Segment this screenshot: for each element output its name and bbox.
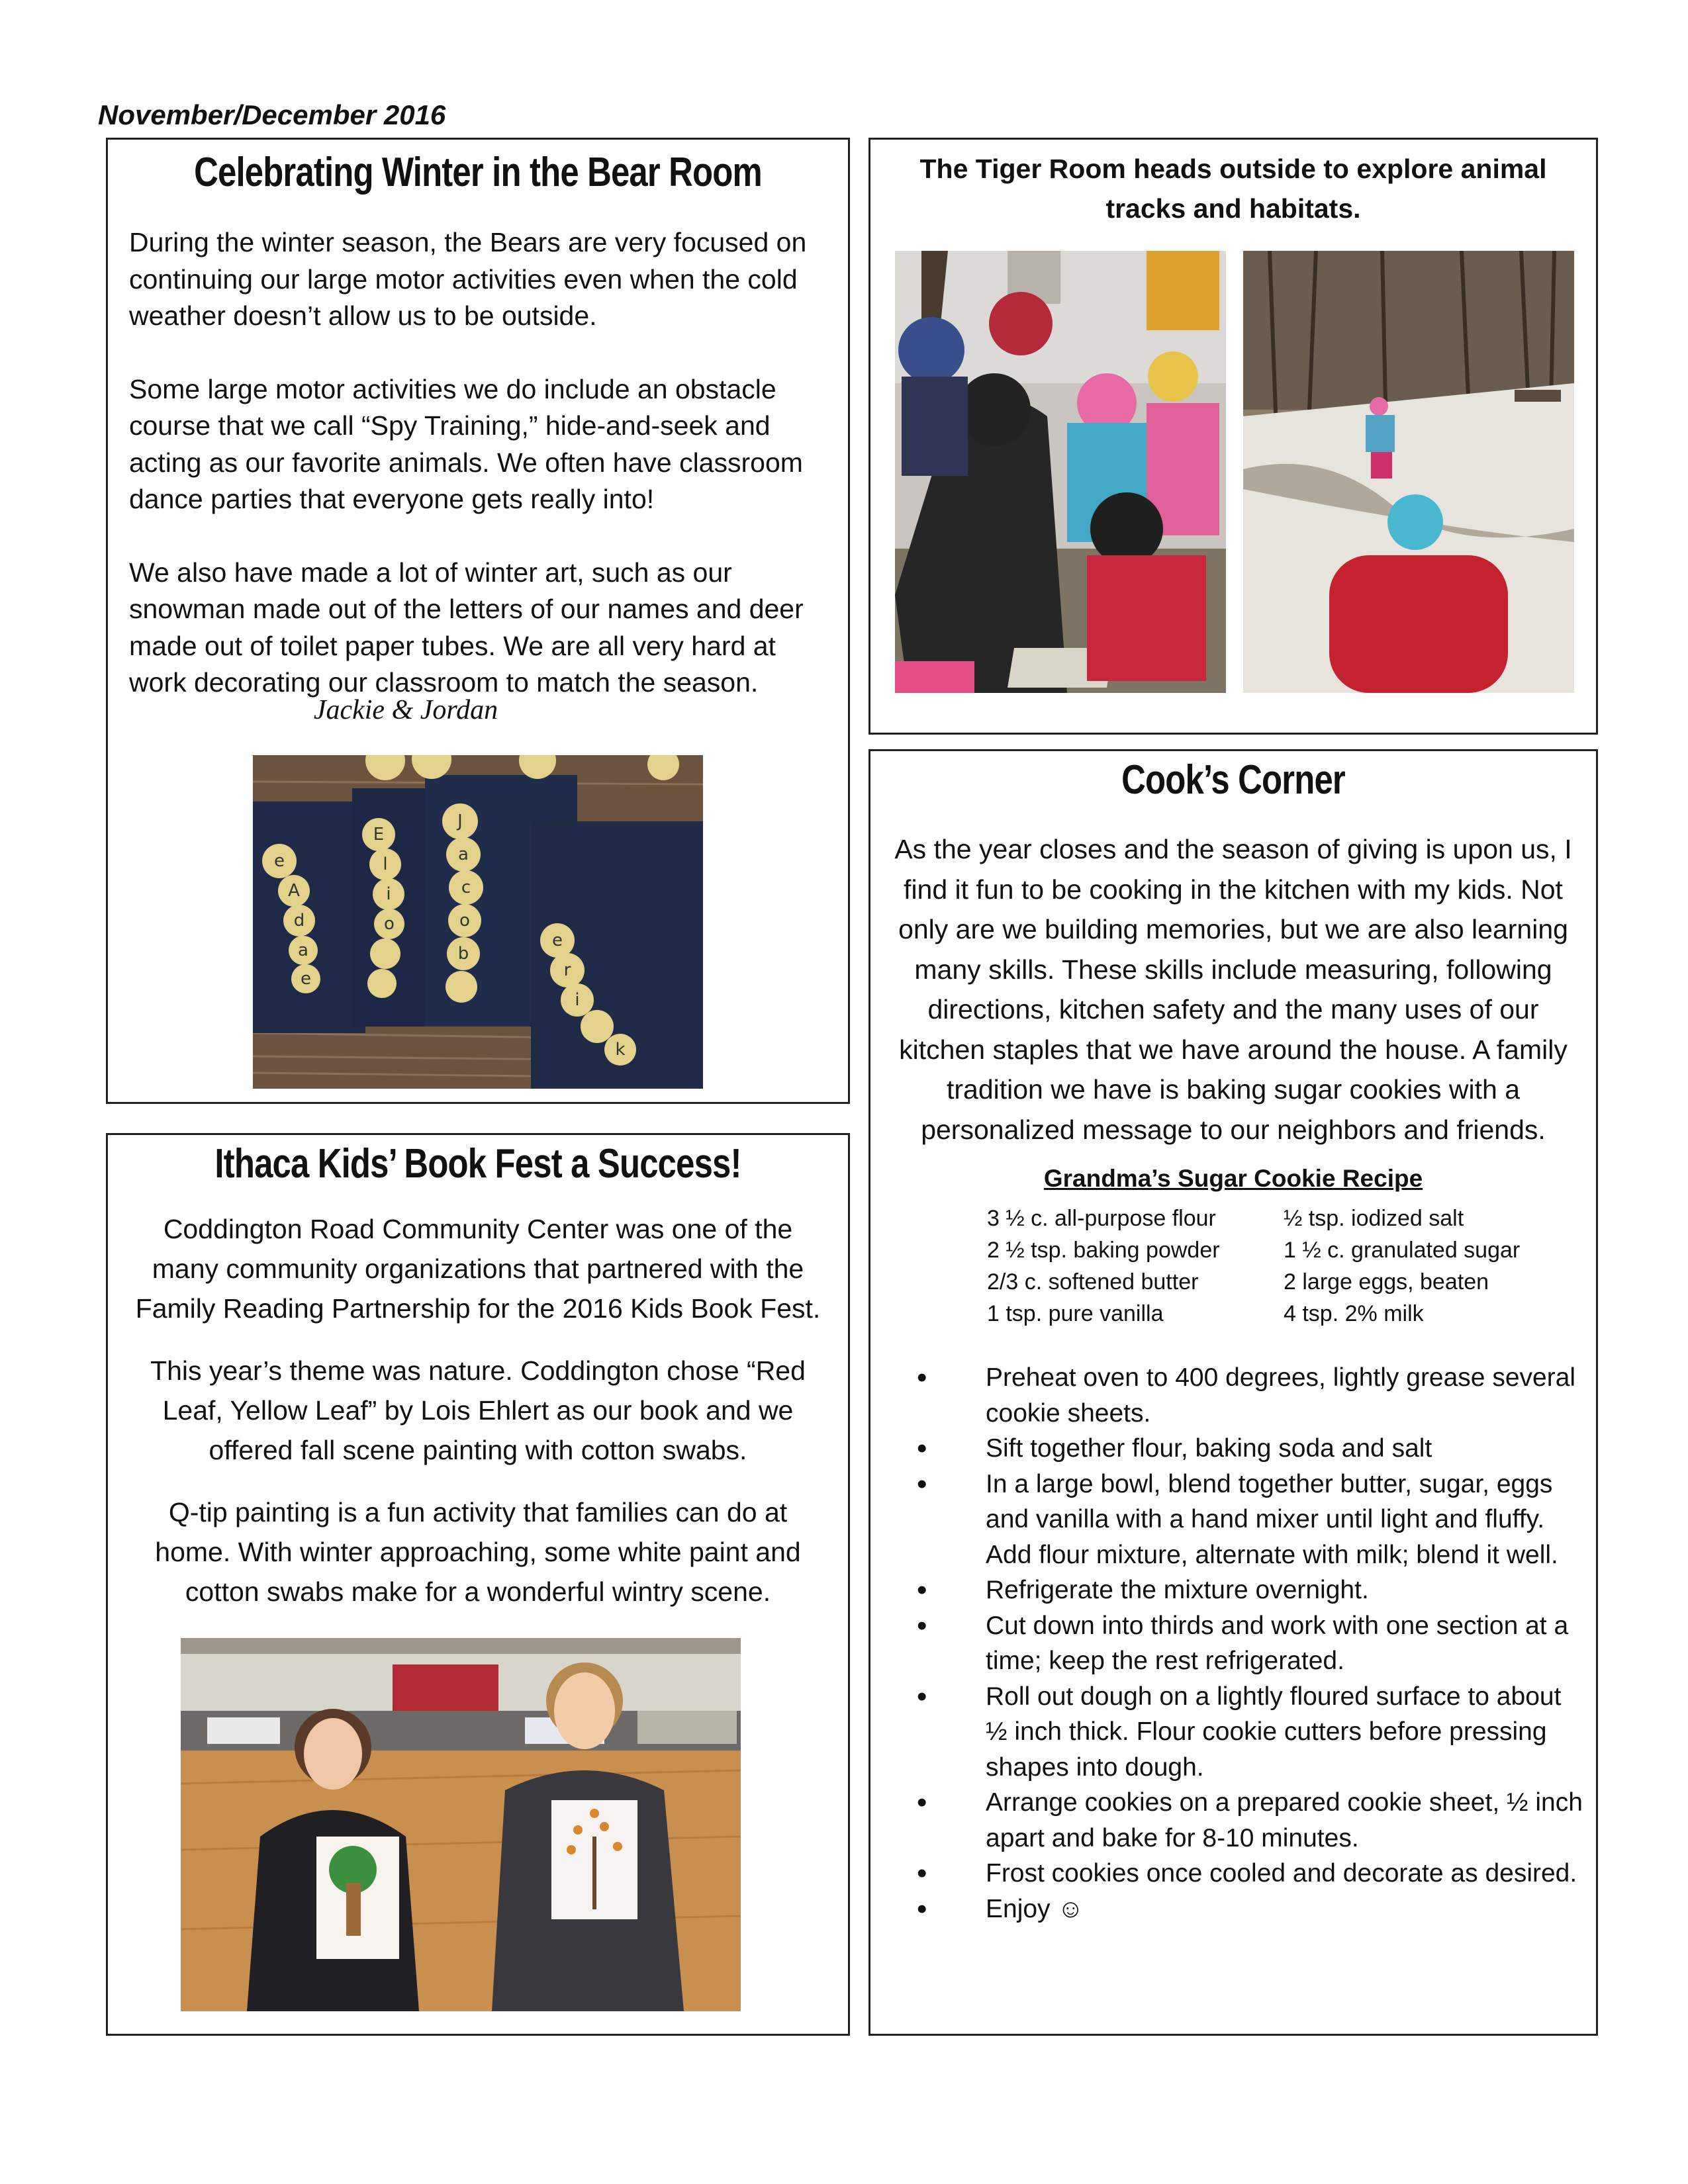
snowman-letter: e [552, 931, 563, 950]
bear-paragraph-1: During the winter season, the Bears are very focused on continuing our large motor activities even when the cold weather doesn’t allow us to be outside. [129, 227, 807, 331]
snowman-letter: i [386, 884, 391, 904]
bear-room-body [129, 224, 825, 702]
snowman-letters-photo [253, 755, 703, 1089]
book-fest-kids-photo [181, 1638, 741, 2011]
bear-room-title: Celebrating Winter in the Bear Room [194, 150, 762, 195]
snowman-letter: J [457, 811, 463, 831]
snowman-letter: A [288, 881, 300, 901]
snowy-trail-photo [1243, 251, 1574, 693]
recipe-step: • Enjoy ☺ [917, 1891, 1583, 1927]
book-fest-title: Ithaca Kids’ Book Fest a Success! [214, 1141, 741, 1187]
recipe-step: • Frost cookies once cooled and decorate as desired. [917, 1856, 1583, 1891]
fest-paragraph-1: Coddington Road Community Center was one of the many community organizations that partnered with the Family Reading Partnership for the 2016 Kids Book Fest. [135, 1214, 821, 1324]
snowman-letter: a [458, 844, 469, 864]
recipe-step: • Roll out dough on a lightly floured surface to about ½ inch thick. Flour cookie cutters before pressing shapes into dough. [917, 1679, 1583, 1786]
ingredient: 4 tsp. 2% milk [1284, 1301, 1424, 1326]
ingredient: 2 large eggs, beaten [1284, 1269, 1489, 1295]
snowman-letter: E [373, 825, 385, 844]
ingredient: 1 ½ c. granulated sugar [1284, 1238, 1521, 1263]
cooks-corner-title: Cook’s Corner [1121, 757, 1345, 803]
recipe-step: • Sift together flour, baking soda and salt [917, 1431, 1583, 1467]
fest-paragraph-2: This year’s theme was nature. Coddington chose “Red Leaf, Yellow Leaf” by Lois Ehlert as our book and we offered fall scene painting with cotton swabs. [150, 1355, 806, 1465]
ingredient: 2/3 c. softened butter [987, 1269, 1199, 1295]
ingredient: 3 ½ c. all-purpose flour [987, 1206, 1216, 1231]
fest-paragraph-3: Q-tip painting is a fun activity that families can do at home. With winter approaching, some white paint and cotton swabs make for a wonderful wintry scene. [155, 1497, 801, 1607]
recipe-step: • Cut down into thirds and work with one section at a time; keep the rest refrigerated. [917, 1608, 1583, 1679]
ingredient: 2 ½ tsp. baking powder [987, 1238, 1220, 1263]
recipe-step: • In a large bowl, blend together butter, sugar, eggs and vanilla with a hand mixer until light and fluffy. Add flour mixture, alternate with milk; blend it well. [917, 1467, 1583, 1573]
snowman-letter: k [615, 1040, 626, 1060]
cooks-corner-article [868, 749, 1598, 2036]
book-fest-body [134, 1209, 821, 1634]
bear-signature: Jackie & Jordan [313, 695, 498, 725]
snowman-letter: a [298, 940, 308, 960]
snowman-letter: i [575, 990, 580, 1010]
book-fest-article [106, 1133, 850, 2036]
recipe-title: Grandma’s Sugar Cookie Recipe [1043, 1165, 1423, 1192]
snowman-letter: d [293, 911, 305, 931]
snowman-letter: c [461, 878, 471, 897]
tiger-room-article [868, 138, 1598, 735]
bear-room-article [106, 138, 850, 1104]
snowman-letter: b [457, 944, 469, 964]
snowman-letter: o [384, 914, 395, 934]
kids-exploring-tracks-photo [895, 251, 1226, 693]
recipe-steps [917, 1360, 1583, 1927]
ingredient: 1 tsp. pure vanilla [987, 1301, 1164, 1326]
snowman-letter: o [459, 911, 470, 931]
snowman-letter: r [563, 960, 571, 980]
bear-paragraph-3: We also have made a lot of winter art, such as our snowman made out of the letters of our names and deer made out of toilet paper tubes. We are all very hard at work decorating our classroom to match the season. [129, 557, 804, 698]
recipe-step: • Arrange cookies on a prepared cookie sheet, ½ inch apart and bake for 8-10 minutes. [917, 1785, 1583, 1856]
snowman-letter: e [274, 851, 285, 871]
cooks-corner-intro: As the year closes and the season of giving is upon us, I find it fun to be cooking in the kitchen with my kids. Not only are we building memories, but we are also learning many skills. These skills include measuring, following directions, kitchen safety and the many uses of our kitchen staples that we have around the house. A family tradition we have is baking sugar cookies with a personalized message to our neighbors and friends. [894, 834, 1572, 1145]
recipe-step: • Preheat oven to 400 degrees, lightly grease several cookie sheets. [917, 1360, 1583, 1431]
snowman-letter: l [383, 854, 388, 874]
issue-date: November/December 2016 [98, 99, 446, 130]
ingredient-list [987, 1203, 1548, 1330]
ingredient: ½ tsp. iodized salt [1284, 1206, 1464, 1231]
bear-paragraph-2: Some large motor activities we do include an obstacle course that we call “Spy Training,” hide-and-seek and acting as our favorite animals. We often have classroom dance parties that everyone gets really into! [129, 373, 803, 514]
recipe-step: • Refrigerate the mixture overnight. [917, 1572, 1583, 1608]
tiger-room-caption: The Tiger Room heads outside to explore animal tracks and habitats. [919, 154, 1547, 224]
snowman-letter: e [301, 969, 311, 989]
